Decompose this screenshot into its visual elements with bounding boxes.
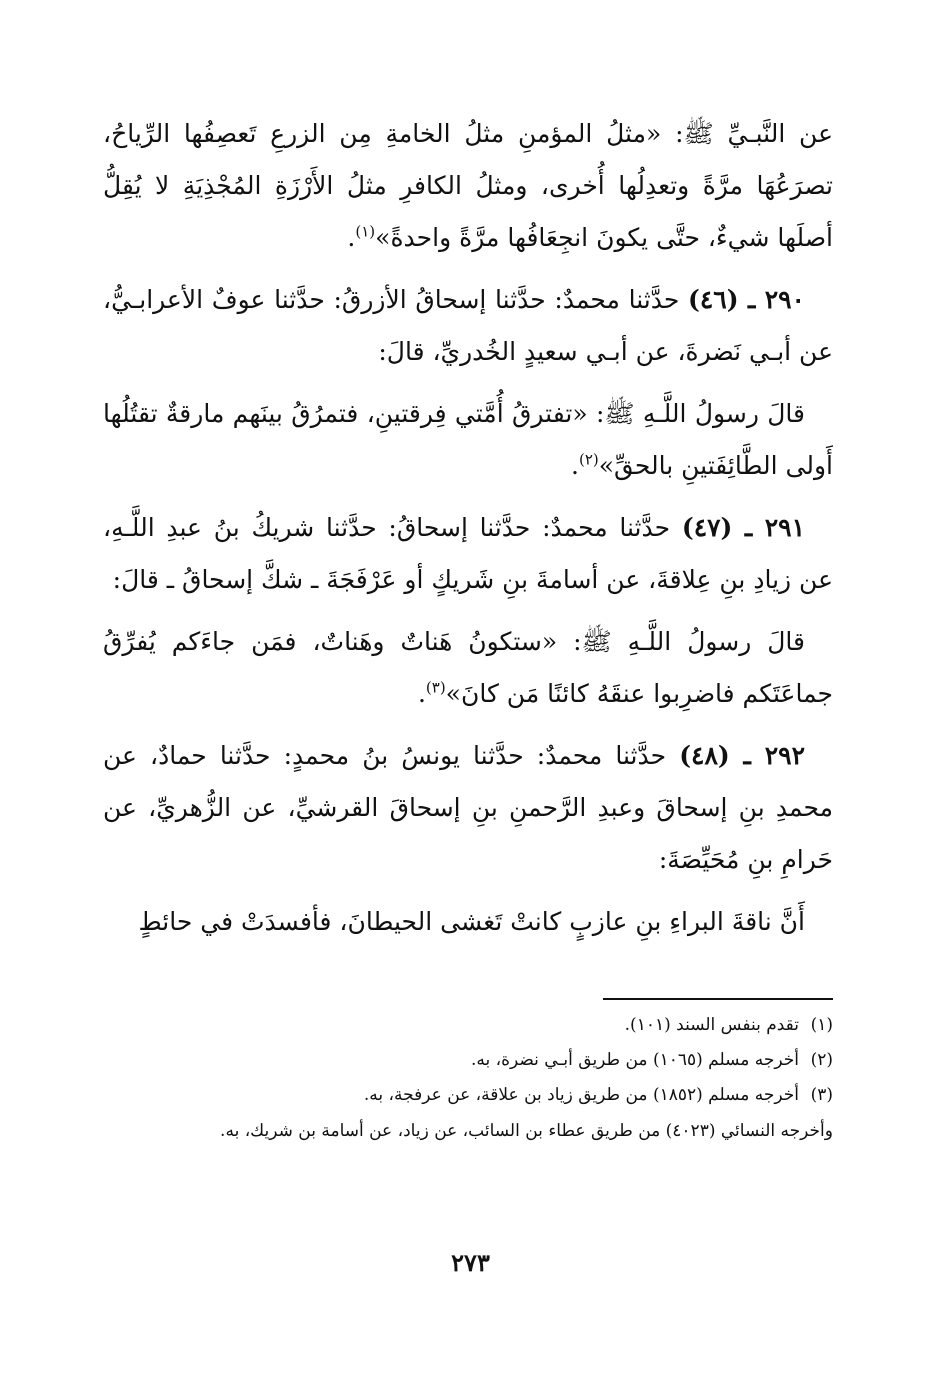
hadith-text-1: عن النَّبـيِّ ﷺ: «مثلُ المؤمنِ مثلُ الخامةِ مِن الزرعِ تَعصِفُها الرِّياحُ، تصرَعُهَا مرَّةً وتعدِلُها أُخرى، ومثلُ الكافرِ مثلُ الأَرْزَةِ المُجْذِيَةِ لا يُقِلُّ أصلَها شيءٌ، حتَّى يكونَ انجِعَافُها مرَّةً واحدةً»$^{(١)}$. [103, 119, 833, 252]
footnote-divider [603, 998, 833, 1000]
page-number: ٢٧٣ [451, 1248, 490, 1277]
footnote-number: (١) [810, 1015, 833, 1035]
footnote-number: (٣) [810, 1085, 833, 1105]
footnote-number: (٢) [810, 1050, 833, 1070]
hadith-text-291: قالَ رسولُ اللَّـهِ ﷺ: «ستكونُ هَناتٌ وهَناتٌ، فمَن جاءَكم يُفرِّقُ جماعَتَكم فاضرِبوا عنقَهُ كائنًا مَن كانَ»$^{(٣)}$. [103, 627, 833, 708]
hadith-text-292: أَنَّ ناقةَ البراءِ بنِ عازبٍ كانتْ تَغشى الحيطانَ، فأفسدَتْ في حائطٍ [138, 907, 805, 936]
footnote-2: (٢)أخرجه مسلم (١٠٦٥) من طريق أبـي نضرة، به. [103, 1043, 833, 1078]
footnote-marker-3[interactable]: (٣) [425, 678, 446, 697]
main-text [103, 108, 833, 958]
footnote-marker-2[interactable]: (٢) [578, 450, 599, 469]
isnad-290: ٢٩٠ ـ (٤٦) حدَّثنا محمدٌ: حدَّثنا إسحاقُ الأزرقُ: حدَّثنا عوفٌ الأعرابـيُّ، عن أبـي نَضرةَ، عن أبـي سعيدٍ الخُدريِّ، قالَ: [103, 285, 833, 366]
isnad-292: ٢٩٢ ـ (٤٨) حدَّثنا محمدٌ: حدَّثنا يونسُ بنُ محمدٍ: حدَّثنا حمادٌ، عن محمدِ بنِ إسحاقَ وعبدِ الرَّحمنِ بنِ إسحاقَ القرشيِّ، عن الزُّهريِّ، عن حَرامِ بنِ مُحَيِّصَةَ: [103, 741, 833, 874]
footnote-1: (١)تقدم بنفس السند (١٠١). [103, 1008, 833, 1043]
hadith-text-290: قالَ رسولُ اللَّـهِ ﷺ: «تفترقُ أُمَّتي فِرقتينِ، فتمرُقُ بينَهم مارقةٌ تقتُلُها أَولى الطَّائِفَتينِ بالحقِّ»$^{(٢)}$. [103, 399, 833, 480]
isnad-291: ٢٩١ ـ (٤٧) حدَّثنا محمدٌ: حدَّثنا إسحاقُ: حدَّثنا شريكُ بنُ عبدِ اللَّـهِ، عن زيادِ بنِ عِلاقةَ، عن أسامةَ بنِ شَريكٍ أو عَرْفَجَةَ ـ شكَّ إسحاقُ ـ قالَ: [103, 513, 833, 594]
footnote-3: (٣)أخرجه مسلم (١٨٥٢) من طريق زياد بن علاقة، عن عرفجة، به. [103, 1078, 833, 1113]
hadith-number: ٢٩١ ـ (٤٧) [681, 513, 806, 542]
hadith-number: ٢٩٢ ـ (٤٨) [679, 741, 806, 770]
hadith-number: ٢٩٠ ـ (٤٦) [687, 285, 805, 314]
footnote-3-continuation: وأخرجه النسائي (٤٠٢٣) من طريق عطاء بن السائب، عن زياد، عن أسامة بن شريك، به. [220, 1121, 833, 1141]
footnote-marker-1[interactable]: (١) [355, 222, 376, 241]
footnotes [103, 1008, 833, 1149]
